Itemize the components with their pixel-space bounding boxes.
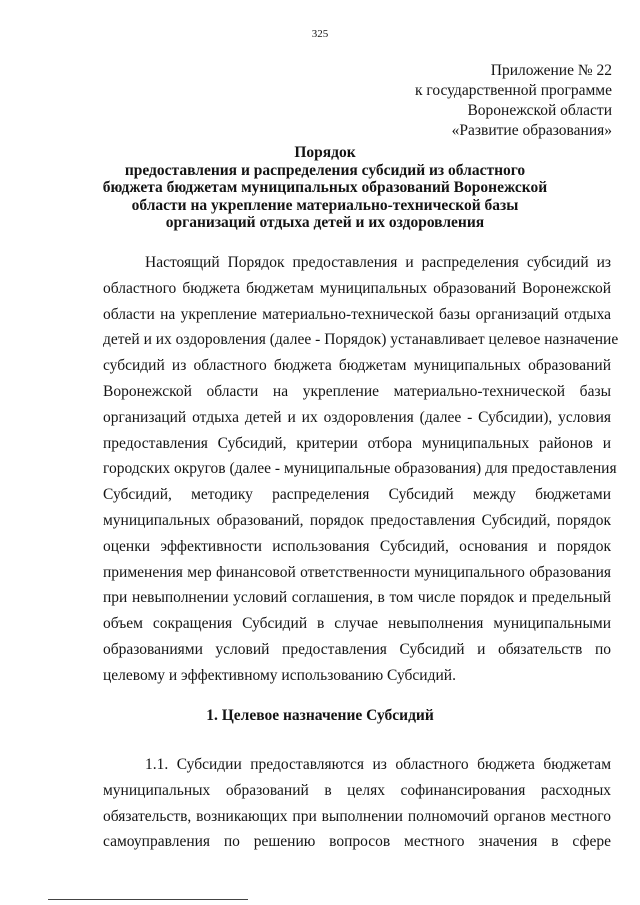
appendix-line: Воронежской области bbox=[467, 102, 612, 119]
paragraph-line: предоставления Субсидий, критерии отбора муниципальных районов и bbox=[103, 434, 611, 452]
page-number: 325 bbox=[311, 28, 329, 40]
appendix-line: Приложение № 22 bbox=[490, 62, 612, 79]
paragraph-line: субсидий из областного бюджета бюджетам муниципальных образований bbox=[103, 357, 611, 375]
paragraph-line: городских округов (далее - муниципальные образования) для предоставления bbox=[103, 460, 617, 478]
paragraph-line: самоуправления по решению вопросов местного значения в сфере bbox=[103, 833, 611, 851]
paragraph-line: Субсидий, методику распределения Субсидий между бюджетами bbox=[103, 486, 611, 504]
paragraph-line: обязательств, возникающих при выполнении полномочий органов местного bbox=[103, 807, 611, 825]
intro-paragraph bbox=[103, 250, 619, 689]
paragraph-line: организаций отдыха детей и их оздоровления (далее - Субсидии), условия bbox=[103, 408, 611, 426]
paragraph-line: оценки эффективности использования Субсидий, основания и порядок bbox=[103, 537, 611, 555]
title-line: области на укрепление материально-технической базы bbox=[131, 196, 519, 214]
paragraph-line: 1.1. Субсидии предоставляются из областного бюджета бюджетам bbox=[145, 756, 611, 773]
paragraph-line: целевому и эффективному использованию Субсидий. bbox=[103, 666, 456, 684]
section-heading: 1. Целевое назначение Субсидий bbox=[206, 707, 434, 724]
paragraph-line: объем сокращения Субсидий в случае невыполнения муниципальными bbox=[103, 615, 611, 633]
paragraph-line: области на укрепление материально-технической базы организаций отдыха bbox=[103, 305, 611, 323]
section-1-paragraph bbox=[103, 752, 611, 855]
appendix-reference bbox=[415, 61, 612, 141]
paragraph-line: применения мер финансовой ответственности муниципального образования bbox=[103, 563, 611, 581]
paragraph-line: детей и их оздоровления (далее - Порядок) устанавливает целевое назначение bbox=[103, 331, 619, 349]
paragraph-line: Настоящий Порядок предоставления и распределения субсидий из bbox=[145, 254, 611, 271]
title-line: Порядок bbox=[294, 144, 356, 161]
paragraph-line: Воронежской области на укрепление материально-технической базы bbox=[103, 382, 611, 400]
title-line: бюджета бюджетам муниципальных образований Воронежской bbox=[102, 179, 548, 196]
title-line: предоставления и распределения субсидий из областного bbox=[124, 161, 526, 179]
paragraph-line: областного бюджета бюджетам муниципальных образований Воронежской bbox=[103, 279, 611, 297]
title-line: организаций отдыха детей и их оздоровления bbox=[165, 214, 485, 231]
paragraph-line: при невыполнении условий соглашения, в том числе порядок и предельный bbox=[103, 589, 611, 607]
paragraph-line: образованиями условий предоставления Субсидий и обязательств по bbox=[103, 640, 611, 658]
appendix-line: «Развитие образования» bbox=[451, 122, 612, 139]
document-title bbox=[100, 144, 550, 232]
paragraph-line: муниципальных образований, порядок предоставления Субсидий, порядок bbox=[103, 511, 611, 529]
paragraph-line: муниципальных образований в целях софинансирования расходных bbox=[103, 781, 611, 799]
footer-divider bbox=[48, 899, 248, 900]
appendix-line: к государственной программе bbox=[414, 82, 612, 99]
